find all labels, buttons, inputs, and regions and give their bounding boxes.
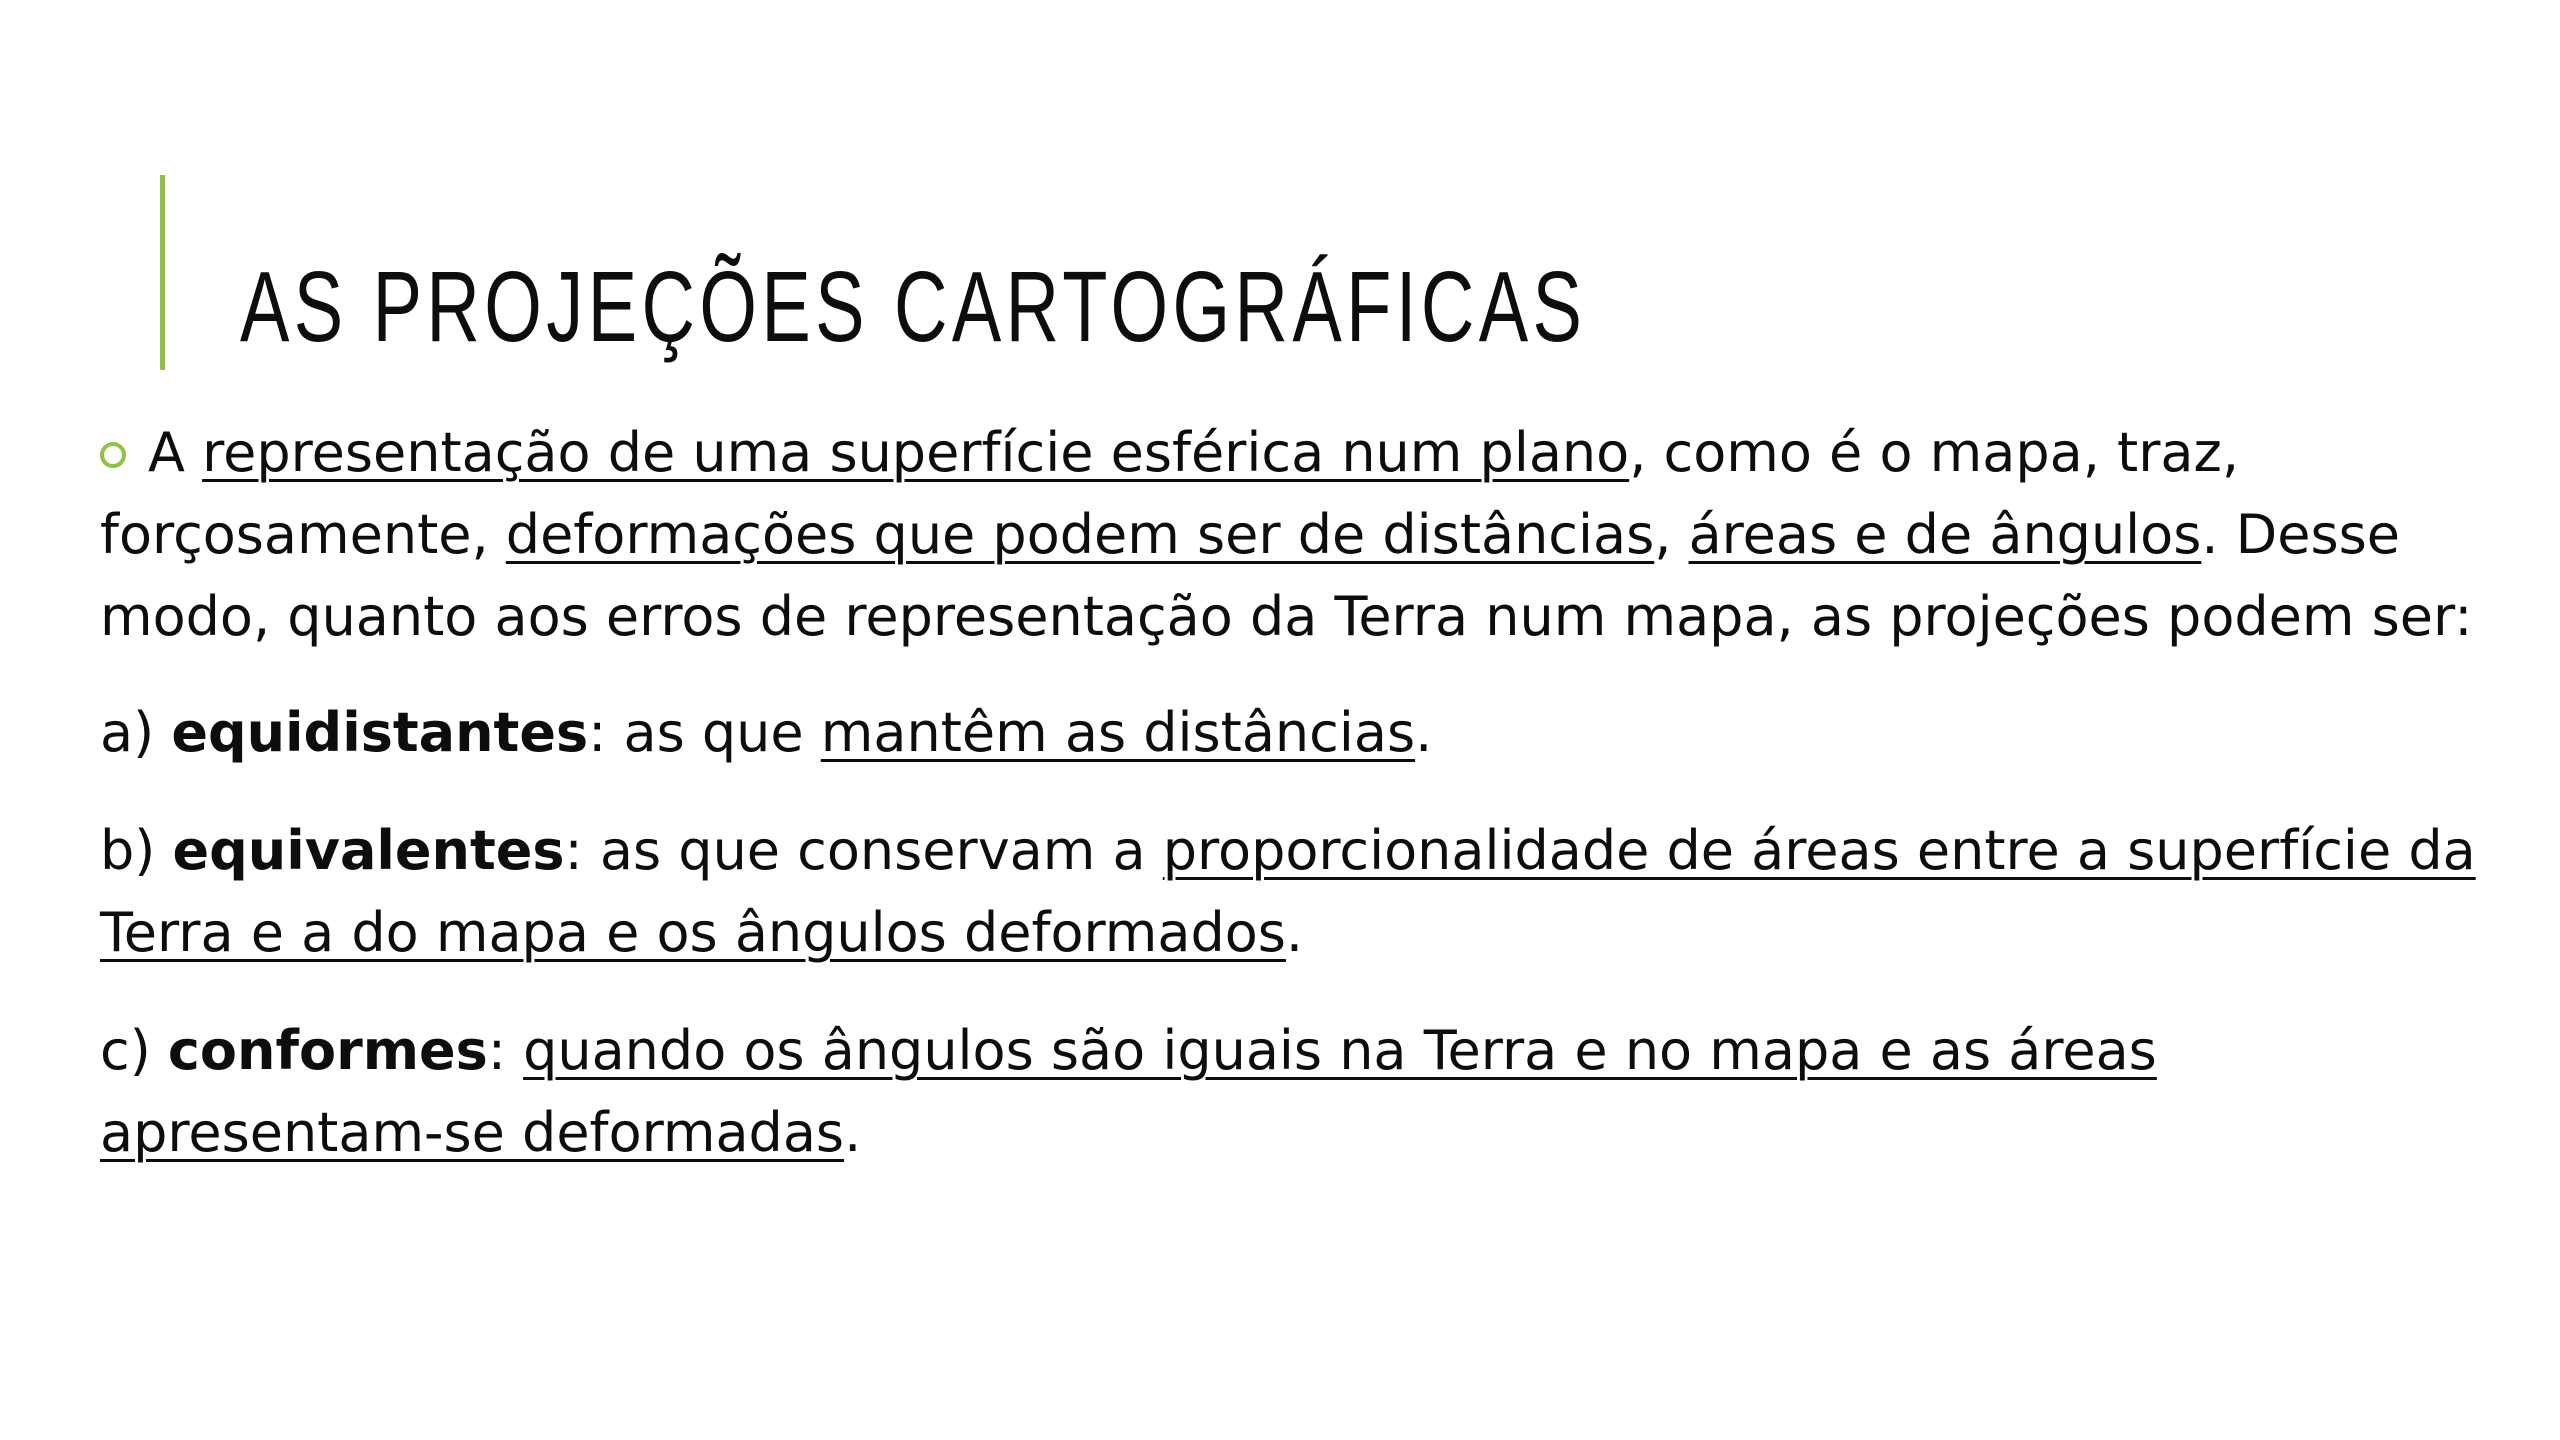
intro-underlined-3: áreas e de ângulos: [1688, 503, 2202, 566]
intro-paragraph: [100, 412, 2480, 658]
item-term: conformes: [167, 1019, 488, 1082]
item-term: equivalentes: [172, 819, 565, 882]
item-prefix: a): [100, 701, 172, 764]
item-text: :: [487, 1019, 524, 1082]
item-end: .: [1285, 901, 1304, 964]
item-equivalentes: [100, 810, 2480, 974]
intro-text-1: A: [148, 421, 203, 484]
intro-text-2: , como é o mapa, traz, forçosamente,: [100, 421, 2240, 566]
item-prefix: b): [100, 819, 173, 882]
intro-underlined-2: deformações que podem ser de distâncias: [505, 503, 1655, 566]
item-equidistantes: [100, 692, 2480, 774]
item-underlined: mantêm as distâncias: [820, 701, 1416, 764]
item-underlined: proporcionalidade de áreas entre a superfície da Terra e a do mapa e os ângulos deformados: [100, 819, 2476, 964]
item-prefix: c): [100, 1019, 168, 1082]
slide-body: [100, 412, 2480, 1174]
item-term: equidistantes: [171, 701, 589, 764]
item-end: .: [844, 1101, 862, 1164]
title-accent-bar: [160, 175, 165, 370]
intro-underlined-1: representação de uma superfície esférica num plano: [202, 421, 1630, 484]
slide-title: AS PROJEÇÕES CARTOGRÁFICAS: [240, 251, 1587, 363]
item-end: .: [1415, 701, 1433, 764]
item-text: : as que: [588, 701, 821, 764]
intro-text-4: . Desse modo, quanto aos erros de representação da Terra num mapa, as projeções podem ser:: [100, 503, 2473, 648]
intro-text-3: ,: [1654, 503, 1689, 566]
item-conformes: [100, 1010, 2480, 1174]
item-text: : as que conservam a: [564, 819, 1163, 882]
hollow-circle-bullet-icon: [100, 442, 126, 468]
item-underlined: quando os ângulos são iguais na Terra e no mapa e as áreas apresentam-se deformadas: [100, 1019, 2157, 1164]
